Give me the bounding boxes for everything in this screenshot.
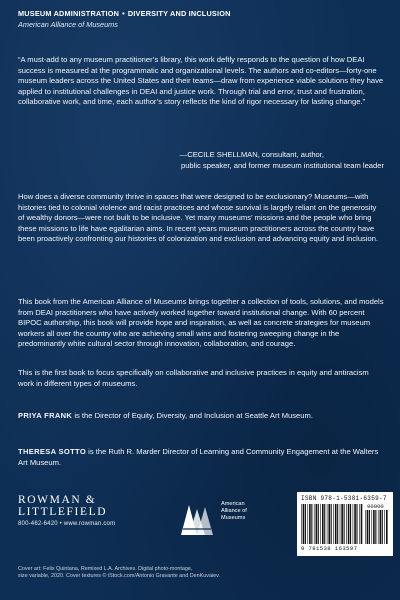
aam-name-line-3: Museums xyxy=(221,515,246,521)
barcode-bar xyxy=(354,504,356,544)
addon-barcode-bars xyxy=(365,510,389,544)
aam-logo xyxy=(177,499,272,541)
barcode-bar xyxy=(305,504,306,544)
rl-wordmark-line-2: LITTLEFIELD xyxy=(18,506,108,518)
barcode-bar xyxy=(333,504,334,544)
description-paragraph-1: How does a diverse community thrive in spaces that were designed to be exclusionary? Museums—with histories tied to colonial violence and racist practices and whose survival is largely reliant on the generosity of wealthy donors—were not built to be inclusive. Yet many museums’ missions and the people who bring these missions to life have egalitarian aims. In recent years museum practitioners across the country have been proactively confronting our histories of colonization and exclusion and advancing equity and inclusion. xyxy=(18,192,379,244)
author-bio-text: is the Director of Equity, Diversity, and Inclusion at Seattle Art Museum. xyxy=(72,411,313,420)
barcode-bar xyxy=(384,510,385,544)
barcode-bar xyxy=(309,504,311,544)
barcode-bar xyxy=(348,504,350,544)
barcode-bar xyxy=(335,504,337,544)
barcode-bar xyxy=(378,510,379,544)
barcode-bar xyxy=(337,504,338,544)
publisher-line: American Alliance of Museums xyxy=(18,20,118,29)
credits-line-1: Cover art: Felix Quintana, Remixed L.A. Archives. Digital photo-montage, xyxy=(18,566,193,572)
barcode-bar xyxy=(320,504,321,544)
isbn-number: ISBN 978-1-5381-6359-7 xyxy=(301,495,387,502)
barcode-bar xyxy=(331,504,332,544)
barcode-bar xyxy=(318,504,319,544)
barcode-bar xyxy=(340,504,341,544)
author-bio xyxy=(18,447,384,468)
author-name: THERESA SOTTO xyxy=(18,447,87,456)
barcode-bar xyxy=(322,504,324,544)
barcode-bar xyxy=(353,504,354,544)
endorsement-quote: “A must-add to any museum practitioner’s library, this work deftly responds to the question of how DEAI success is measured at the programmatic and organizational levels. The authors and co-editors—forty-one museum leaders across the United States and their teams—draw from experience viable solutions they have applied to institutional challenges in DEAI and justice work. Through trial and error, trust and frustration, collaborative work, and time, each author’s story reflects the kind of rigor necessary for lasting change.” xyxy=(18,55,384,107)
barcode-bar xyxy=(356,504,357,544)
barcode-bars xyxy=(301,504,363,544)
author-bio xyxy=(18,411,384,422)
cover-credits xyxy=(18,566,348,580)
author-bio-text: is the Ruth R. Marder Director of Learning and Community Engagement at the Walters Art Museum. xyxy=(18,447,379,467)
aam-emblem-icon xyxy=(177,499,217,539)
barcode-bar xyxy=(361,504,363,544)
barcode-bar xyxy=(327,504,328,544)
barcode-bar xyxy=(350,504,351,544)
credits-line-2: size variable, 2020. Cover textures © iStock.com/Antonio Gravante and DenKuvaiev. xyxy=(18,573,220,579)
barcode-bar xyxy=(369,510,370,544)
attribution-line-2: public speaker, and former museum institutional team leader xyxy=(180,160,384,170)
barcode-bar xyxy=(324,504,325,544)
aam-name-line-1: American xyxy=(221,501,245,507)
barcode-bar xyxy=(341,504,343,544)
barcode-bar xyxy=(371,510,372,544)
barcode-bar xyxy=(328,504,330,544)
barcode-bar xyxy=(359,504,360,544)
barcode-bar xyxy=(314,504,315,544)
rl-wordmark-line-1: ROWMAN & xyxy=(18,494,97,506)
quote-attribution xyxy=(18,150,384,171)
publisher-contact: 800-462-6420 • www.rowman.com xyxy=(18,521,116,527)
barcode-bar xyxy=(316,504,318,544)
barcode-bar xyxy=(301,504,302,544)
barcode-bar xyxy=(311,504,312,544)
isbn-barcode xyxy=(297,492,393,556)
barcode-bar xyxy=(386,510,388,544)
description-paragraph-3: This is the first book to focus specifically on collaborative and inclusive practices in equity and antiracism work in different types of museums. xyxy=(18,368,369,388)
barcode-bar xyxy=(380,510,382,544)
barcode-bar xyxy=(373,510,375,544)
attribution-line-1: —CECILE SHELLMAN, consultant, author, xyxy=(179,150,324,159)
barcode-digits: 9 781538 163597 xyxy=(301,545,358,552)
barcode-bar xyxy=(307,504,308,544)
rowman-littlefield-logo xyxy=(18,494,128,527)
barcode-bar xyxy=(375,510,376,544)
barcode-bar xyxy=(344,504,345,544)
barcode-bar xyxy=(346,504,347,544)
description-paragraph-2: This book from the American Alliance of Museums brings together a collection of tools, solutions, and models from DEAI practitioners who have actively worked together toward institutional change. With 60 percent BIPOC authorship, this book will provide hope and inspiration, as well as concrete strategies for museum workers all over the country who are achieving small wins and fostering sweeping change in the predominantly white cultural sector through innovation, collaboration, and courage. xyxy=(18,297,384,349)
aam-name xyxy=(221,501,273,522)
author-name: PRIYA FRANK xyxy=(18,411,73,420)
series-separator: • xyxy=(122,9,125,18)
price-addon-code: 90000 xyxy=(367,503,384,510)
series-heading xyxy=(18,9,388,19)
series-right: DIVERSITY AND INCLUSION xyxy=(127,9,231,18)
aam-name-line-2: Alliance of xyxy=(221,508,247,514)
barcode-bar xyxy=(382,510,383,544)
series-left: MUSEUM ADMINISTRATION xyxy=(18,9,120,18)
barcode-bar xyxy=(365,510,366,544)
barcode-bar xyxy=(367,510,369,544)
barcode-bar xyxy=(303,504,305,544)
